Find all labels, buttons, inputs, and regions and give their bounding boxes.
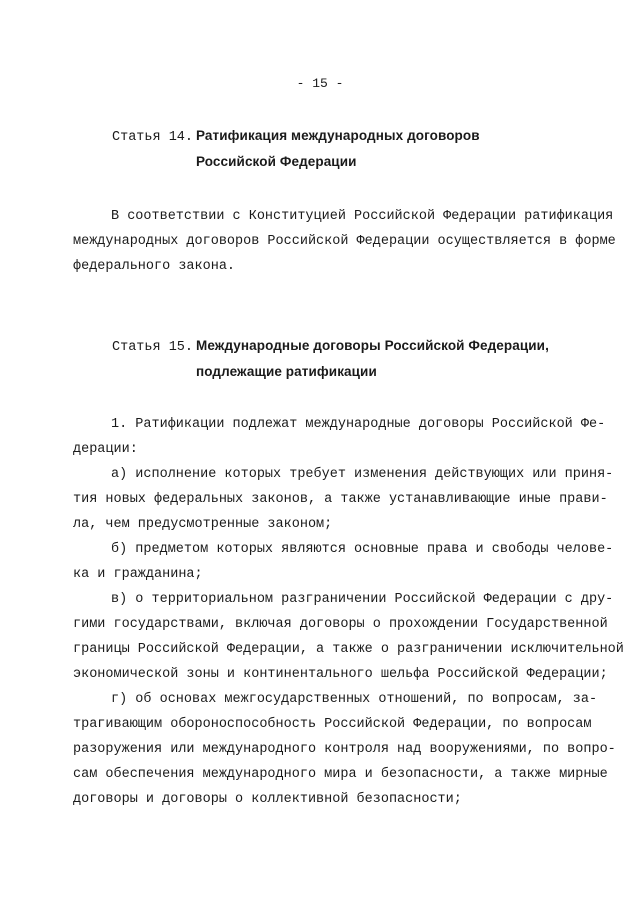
paragraph-line: ла, чем предусмотренные законом; xyxy=(73,517,333,532)
paragraph-line: гими государствами, включая договоры о прохождении Государственной xyxy=(73,617,608,632)
paragraph-line: а) исполнение которых требует изменения действующих или приня- xyxy=(111,467,614,482)
paragraph-line: разоружения или международного контроля над вооружениями, по вопро- xyxy=(73,742,616,757)
article-15-heading xyxy=(112,334,549,384)
article-15-title-line2: подлежащие ратификации xyxy=(196,364,377,379)
paragraph-line: б) предметом которых являются основные права и свободы челове- xyxy=(111,542,614,557)
article-15-title-line1: Международные договоры Российской Федерации, xyxy=(196,338,549,353)
paragraph-line: трагивающим обороноспособность Российской Федерации, по вопросам xyxy=(73,717,592,732)
article-14-label: Статья 14. xyxy=(112,130,194,145)
paragraph-line: дерации: xyxy=(73,442,138,457)
article-15-body xyxy=(73,412,624,812)
paragraph-line: в) о территориальном разграничении Российской Федерации с дру- xyxy=(111,592,614,607)
paragraph-line: 1. Ратификации подлежат международные договоры Российской Фе- xyxy=(111,417,606,432)
paragraph-line: экономической зоны и континентального шельфа Российской Федерации; xyxy=(73,667,608,682)
paragraph-line: договоры и договоры о коллективной безопасности; xyxy=(73,792,462,807)
paragraph-line: сам обеспечения международного мира и безопасности, а также мирные xyxy=(73,767,608,782)
paragraph-line: федерального закона. xyxy=(73,259,236,274)
article-14-body xyxy=(73,204,616,279)
paragraph-line: В соответствии с Конституцией Российской Федерации ратификация xyxy=(111,209,614,224)
article-14-title-line1: Ратификация международных договоров xyxy=(196,128,480,143)
page-number: - 15 - xyxy=(296,76,344,91)
article-14-title-line2: Российской Федерации xyxy=(196,154,357,169)
paragraph-line: ка и гражданина; xyxy=(73,567,203,582)
article-15-label: Статья 15. xyxy=(112,340,194,355)
article-14-heading xyxy=(112,124,480,174)
paragraph-line: границы Российской Федерации, а также о разграничении исключительной xyxy=(73,642,624,657)
paragraph-line: международных договоров Российской Федерации осуществляется в форме xyxy=(73,234,616,249)
paragraph-line: тия новых федеральных законов, а также устанавливающие иные прави- xyxy=(73,492,608,507)
paragraph-line: г) об основах межгосударственных отношений, по вопросам, за- xyxy=(111,692,598,707)
